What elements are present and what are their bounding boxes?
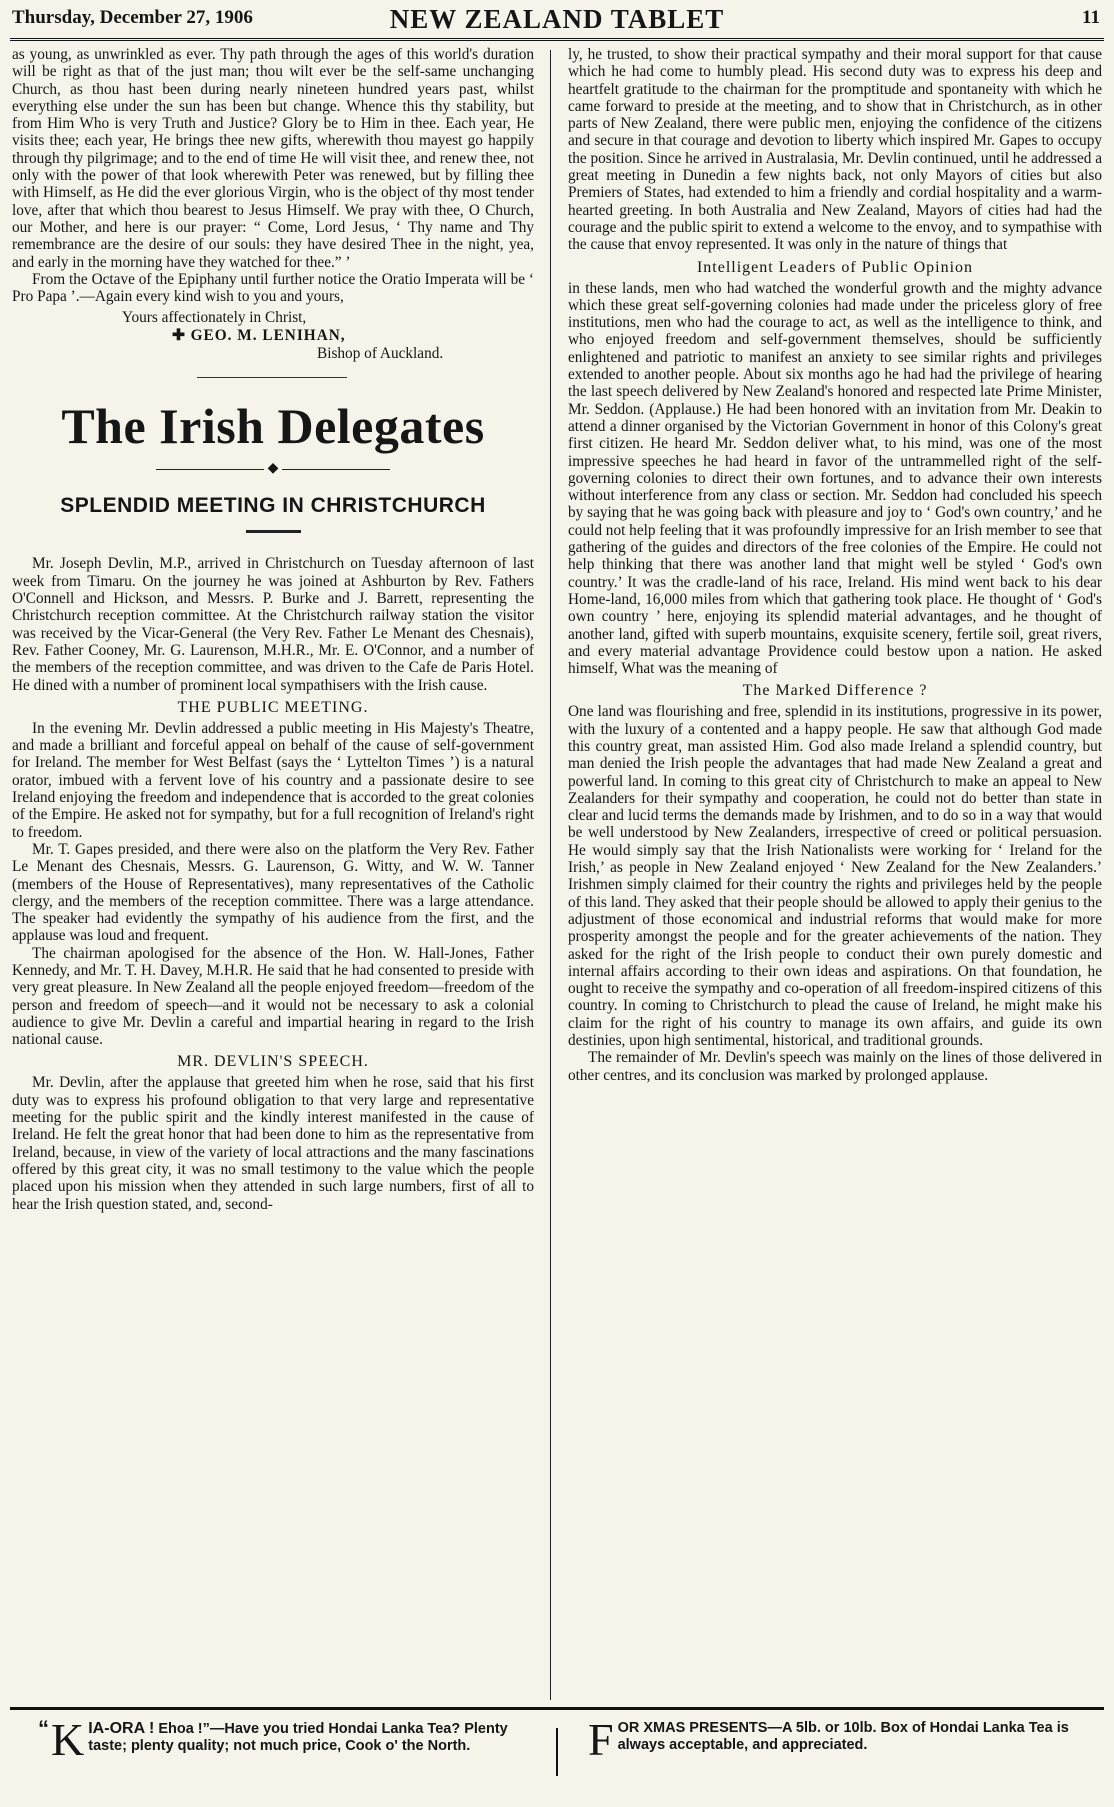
letter-paragraph: From the Octave of the Epiphany until further notice the Oratio Imperata will be ‘ Pro Papa ’.—Again every kind wish to you and yours, [12,270,534,306]
right-column [568,46,1102,1699]
signature-title: Bishop of Auckland. [317,345,444,363]
letter-closing [12,309,534,363]
ornament-line [282,469,390,470]
article-paragraph: In the evening Mr. Devlin addressed a public meeting in His Majesty's Theatre, and made a brilliant and forceful appeal on behalf of the cause of self-government for Ireland. The member for West Belfast (says the ‘ Lyttelton Times ’) is a natural orator, imbued with a fervent love of his country and a passionate desire to see Ireland enjoying the freedom and independence that is accorded to the great colonies of the Empire. He asked not for sympathy, but for a full recognition of Ireland's right to freedom. [12,719,534,841]
ad-text: Ehoa !”—Have you tried Hondai Lanka Tea? Plenty taste; plenty quality; not much price, Cook o' the North. [88,1721,508,1754]
issue-date: Thursday, December 27, 1906 [12,7,253,28]
advertisement-strip [10,1707,1104,1802]
xmas-advertisement [588,1714,1088,1796]
closing-salutation: Yours affectionately in Christ, [122,309,307,327]
signature-name: GEO. M. LENIHAN, [190,327,346,345]
cross-icon: ✚ [172,327,186,345]
left-column [12,46,534,1699]
article-subheadline: SPLENDID MEETING IN CHRISTCHURCH [60,494,486,518]
ad-lead: IA-ORA ! [88,1720,155,1737]
drop-initial: K [51,1714,85,1765]
newspaper-title: NEW ZEALAND TABLET [389,4,725,34]
section-heading: MR. DEVLIN'S SPEECH. [177,1053,369,1071]
article-paragraph: ly, he trusted, to show their practical sympathy and their moral support for that cause which he had come to humbly plead. His second duty was to express his deep and heartfelt gratitude to the chairman for the promptitude and spontaneity with which he came forward to preside at the meeting, and to show that in Christchurch, as in other parts of New Zealand, there were public men, enjoying the confidence of the citizens and secure in that courage and devotion to liberty which inspired Mr. Gapes to occupy the position. Since he arrived in Australasia, Mr. Devlin continued, until he addressed a great meeting in Dunedin a few nights back, not only Mayors of cities but also Premiers of States, had extended to him a friendly and cordial hospitality and a warm-hearted greeting. In both Australia and New Zealand, Mayors of cities had had the courage and the public spirit to extend a welcome to the envoy, and to sympathise with the cause that envoy represented. It was only in the nature of things that [568,46,1102,254]
article-paragraph: The chairman apologised for the absence of the Hon. W. Hall-Jones, Father Kennedy, and Mr. T. H. Davey, M.H.R. He said that he had consented to preside with very great pleasure. In New Zealand all the people enjoyed freedom—freedom of the person and freedom of speech—and it would not be necessary to ask a colonial audience to give Mr. Devlin a careful and impartial hearing in regard to the Irish national cause. [12,944,534,1049]
article-paragraph: The remainder of Mr. Devlin's speech was mainly on the lines of those delivered in other centres, and its conclusion was marked by prolonged applause. [568,1049,1102,1084]
separator-rule [197,377,347,378]
tea-advertisement [38,1714,538,1796]
article-paragraph: Mr. Joseph Devlin, M.P., arrived in Christchurch on Tuesday afternoon of last week from Timaru. On the journey he was joined at Ashburton by Rev. Fathers O'Connell and Hickson, and Messrs. P. Burke and J. Barrett, representing the Christchurch reception committee. At the Christchurch railway station the visitor was received by the Vicar-General (the Very Rev. Father Le Menant des Chesnais), Rev. Father Cooney, Mr. G. Laurenson, M.H.R., Mr. E. O'Connor, and a number of the members of the reception committee, and was driven to the Cafe de Paris Hotel. He dined with a number of prominent local sympathisers with the Irish cause. [12,555,534,694]
drop-initial: F [588,1714,614,1765]
ad-text: OR XMAS PRESENTS—A 5lb. or 10lb. Box of Hondai Lanka Tea is always acceptable, and appreciated. [617,1720,1069,1753]
article-paragraph: Mr. T. Gapes presided, and there were also on the platform the Very Rev. Father Le Menant des Chesnais, Messrs. G. Laurenson, G. Witty, and W. W. Tanner (members of the House of Representatives), many representatives of the Catholic clergy, and the members of the reception committee. There was a large attendance. The speaker had evidently the sympathy of his audience from the first, and the applause was loud and frequent. [12,840,534,945]
article-paragraph: Mr. Devlin, after the applause that greeted him when he rose, said that his first duty was to express his profound obligation to that very large and representative meeting for the public spirit and the kindly interest manifested in the cause of Ireland. He felt the great honor that had been done to him as the representative from Ireland, because, in view of the variety of local attractions and the many fascinations offered by this great city, it was no small testimony to the value which the people placed upon his mission when they attended in such large numbers, first of all to hear the Irish question stated, and, second- [12,1074,534,1213]
page-number: 11 [1082,7,1100,28]
ornament-line [156,469,264,470]
diamond-icon: ◆ [267,461,279,477]
article-headline: The Irish Delegates [61,398,485,455]
section-heading: Intelligent Leaders of Public Opinion [696,258,974,276]
letter-paragraph: as young, as unwrinkled as ever. Thy path through the ages of this world's duration will be right as that of the just man; thou wilt ever be the self-same unchanging Church, as thou hast been during nearly nineteen hundred years past, whilst everything else under the sun has been but change. Whence this thy stability, but from Him Who is very Truth and Justice? Glory be to Him in thee. Each year, He visits thee; each year, He brings thee new gifts, wherewith thou mayest go happily through thy pilgrimage; and to the end of time He will visit thee, and renew thee, not only with the power of that look wherewith Peter was renewed, but by filling thee with Himself, as He did the ever glorious Virgin, who is the object of thy most tender love, after that which thou bearest to Jesus Himself. We pray with thee, O Church, our Mother, and here is our prayer: “ Come, Lord Jesus, ‘ Thy name and Thy remembrance are the desire of our souls: they have desired Thee in the night, yea, and early in the morning have they watched for thee.” ’ [12,46,534,271]
article-paragraph: One land was flourishing and free, splendid in its institutions, progressive in its power, with the luxury of a contented and a happy people. He saw that although God made this country great, man assisted Him. God also made Ireland a splendid country, but man denied the Irish people the advantages that had made New Zealand a great and powerful land. In coming to this great city of Christchurch to make an appeal to New Zealanders for their sympathy and cooperation, he could not do better than state in clear and lucid terms the demands made by Irishmen, and to do so in a way that would be well understood by New Zealanders, irrespective of creed or political persuasion. He would simply say that the Irish Nationalists were working for ‘ Ireland for the Irish,’ as people in New Zealand enjoyed ‘ New Zealand for the New Zealanders.’ Irishmen simply claimed for their country the rights and privileges held by the people of this land. They asked that their people should be allowed to apply their genius to the adjustment of those economical and industrial reforms that would make for more prosperity amongst the people and for the greater achievements of the nation. They asked for the right of the Irish people to conduct their own purely domestic and internal affairs according to their own ideas and aspirations. On that foundation, he ought to receive the sympathy and co-operation of all freedom-inspired citizens of this country. In coming to Christchurch to plead the cause of Ireland, he might make his claim for the right of his country to manage its own affairs, and guide its own destinies, upon high sentimental, historical, and traditional grounds. [568,703,1102,1050]
section-heading: The Marked Difference ? [742,682,928,700]
separator-rule [246,530,301,533]
article-paragraph: in these lands, men who had watched the wonderful growth and the mighty advance which these great self-governing colonies had made under the priceless glory of free institutions, men who had the courage to act, as well as the intelligence to think, and who enjoyed freedom and self-government themselves, should be sufficiently enlightened and patriotic to manifest an anxiety to see similar rights and privileges extended to another people. About six months ago he had had the privilege of hearing the last speech delivered by New Zealand's honored and respected late Prime Minister, Mr. Seddon. (Applause.) He had been honored with an invitation from Mr. Deakin to attend a dinner organised by the Victorian Government in honor of this Colony's great first citizen. He heard Mr. Seddon deliver what, to his mind, was one of the most impressive speeches he had heard in favor of the untrammelled right of the self-governing colonies to direct their own fortunes, and to advance their own interests without interference from any class or section. Mr. Seddon had concluded his speech by saying that he was going back with pleasure and joy to ‘ God's own country,’ and he could not help feeling that it was profoundly impressive for an Irish member to see that gathering of the guides and directors of the free colonies of the Empire. He could not help thinking that there was another land that might well be styled ‘ God's own country.’ It was the cradle-land of his race, Ireland. His mind went back to his dear Home-land, 16,000 miles from which that gathering took place. He thought of ‘ God's own country ’ here, enjoying its splendid material advantages, and he thought of another land, gifted with superb mountains, exquisite scenery, fertile soil, great rivers, and every material advantage Providence could bestow upon a nation. He asked himself, What was the meaning of [568,279,1102,678]
section-heading: THE PUBLIC MEETING. [177,698,369,716]
ad-divider [556,1728,558,1776]
column-divider [550,50,551,1700]
signature-line [12,327,534,345]
headline-ornament [12,462,534,476]
open-quote: “ [38,1716,49,1741]
masthead [10,4,1104,41]
